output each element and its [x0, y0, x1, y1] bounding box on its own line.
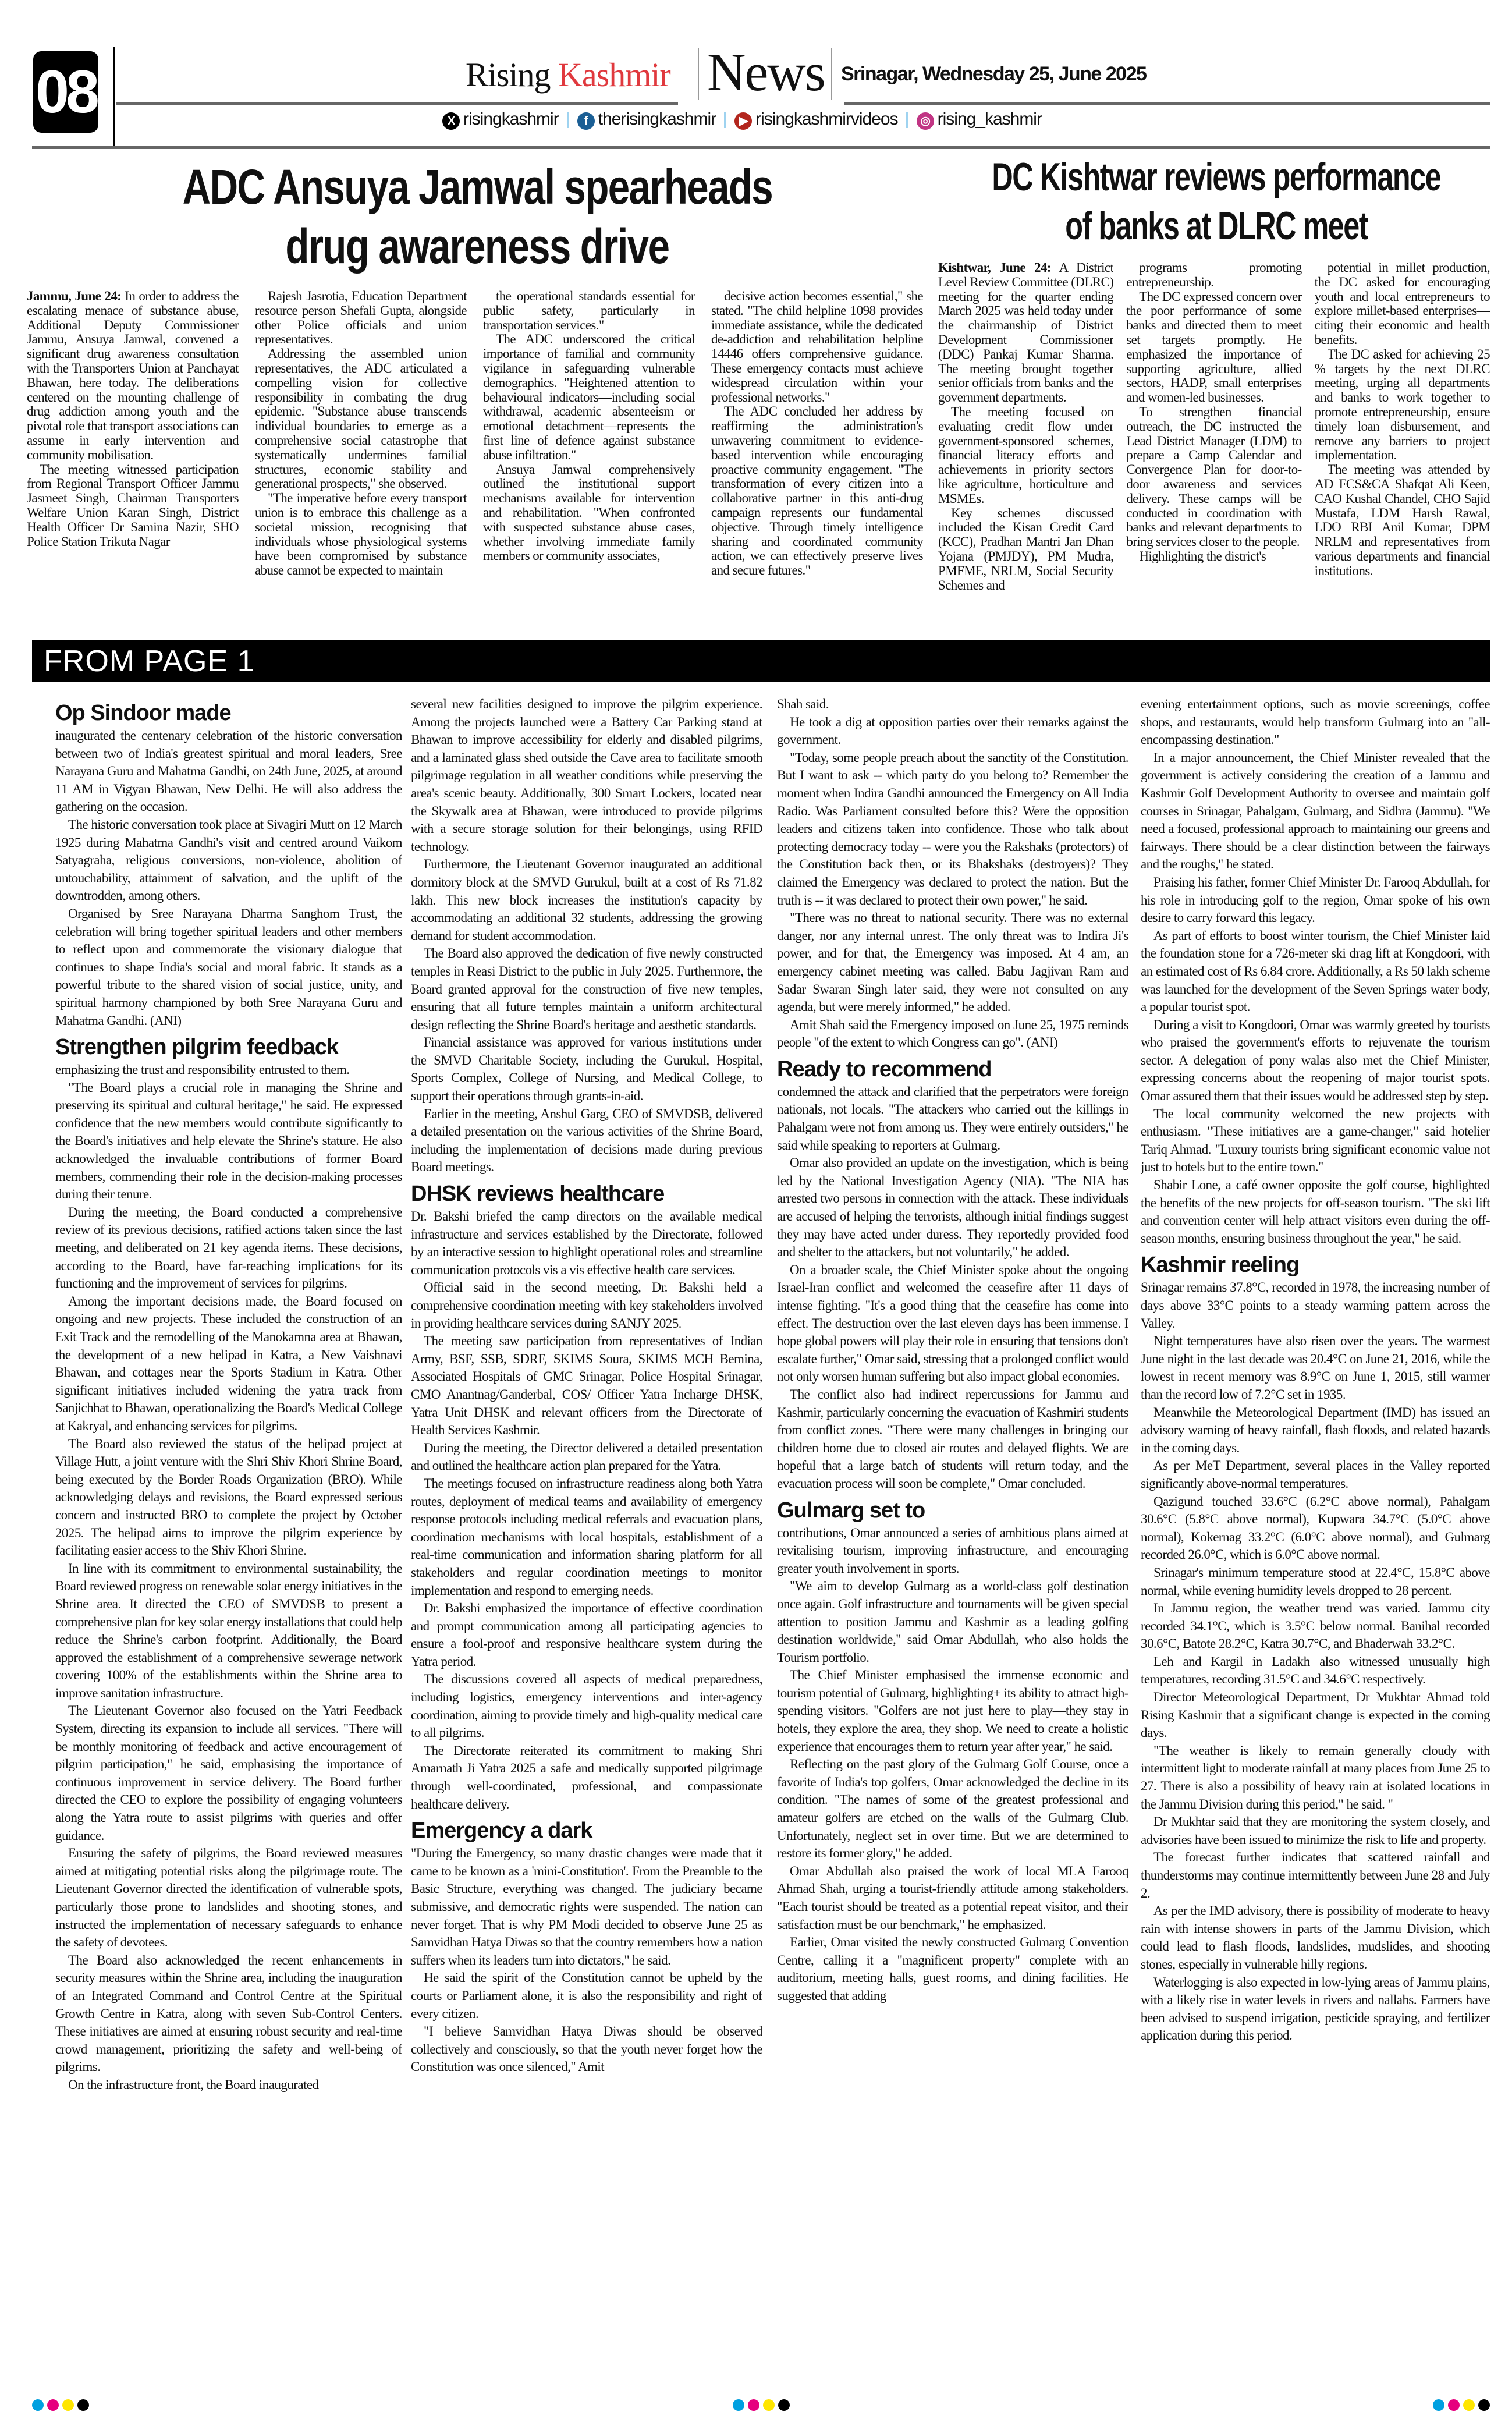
divider [698, 48, 699, 100]
issue-date: Srinagar, Wednesday 25, June 2025 [841, 63, 1147, 85]
paragraph: "I believe Samvidhan Hatya Diwas should be observed collectively and consciously, so that the youth never forget how the Constitution was once silenced," Amit [411, 2024, 762, 2075]
paragraph [1126, 261, 1301, 290]
paragraph: The Lieutenant Governor also focused on the Yatri Feedback System, directing its expansion to include all services. "There will be monthly monitoring of feedback and active encouragement of pilgrim participation," he said, emphasising the importance of continuous improvement in service delivery. The Board further directed the CEO to explore the possibility of engaging volunteers along the Yatra route to assist pilgrims with queries and offer guidance. [55, 1703, 402, 1843]
paragraph-text: The DC asked for achieving 25 % targets by the next DLRC meeting, urging all departments and banks to work together to promote entrepreneurship, ensure timely loan disbursement, and remove any barriers to project implementation. [1314, 346, 1490, 463]
paragraph-text: programs promoting entrepreneurship. [1126, 261, 1302, 289]
paragraph: Dr. Bakshi emphasized the importance of effective coordination and prompt communication among all participating agencies to ensure a fool-proof and responsive healthcare system during the Yatra period. [411, 1601, 762, 1669]
paragraph [483, 289, 695, 332]
paragraph [1126, 549, 1301, 564]
youtube-icon: ▶ [734, 112, 752, 130]
paragraph: Ensuring the safety of pilgrims, the Board reviewed measures aimed at mitigating potential risks along the pilgrimage route. The Lieutenant Governor directed the identification of vulnerable spots, particularly those prone to landslides and shooting stones, and instructed the implementation of necessary safeguards to enhance the safety of devotees. [55, 1846, 402, 1950]
paragraph [711, 405, 923, 578]
masthead-logo [466, 58, 670, 92]
paragraph: During a visit to Kongdoori, Omar was warmly greeted by tourists who praised the government's efforts to rejuvenate the tourism sector. A delegation of pony walas also met the Chief Minister, expressing concerns about the reopening of major tourist spots. Omar assured them that their issues would be addressed step by step. [1141, 1017, 1490, 1104]
paragraph: The Directorate reiterated its commitment to making Shri Amarnath Ji Yatra 2025 a safe and medically supported pilgrimage through well-coordinated, professional, and compassionate healthcare delivery. [411, 1743, 762, 1811]
paragraph [27, 463, 239, 549]
paragraph: As per MeT Department, several places in the Valley reported significantly above-normal temperatures. [1141, 1458, 1490, 1491]
paragraph: Reflecting on the past glory of the Gulmarg Golf Course, once a favorite of India's top golfers, Omar acknowledged the decline in its condition. "The names of some of the greatest professional and amateur golfers are etched on the walls of the Gulmarg Club. Unfortunately, neglect set in over time. But we are determined to restore its former glory," he added. [777, 1757, 1128, 1861]
paragraph: In a major announcement, the Chief Minister revealed that the government is actively considering the creation of a Jammu and Kashmir Golf Development Authority to oversee and maintain golf courses in Srinagar, Pahalgam, Gulmarg, and Sidhra (Jammu). "We need a focused, professional approach to maintaining our greens and fairways. There should be a clear distinction between the fairways and the roughs," he stated. [1141, 750, 1490, 872]
paragraph: Director Meteorological Department, Dr Mukhtar Ahmad told Rising Kashmir that a significant change is expected in the coming days. [1141, 1690, 1490, 1740]
paragraph: The Board also reviewed the status of the helipad project at Village Hutt, a joint venture with the Shri Shiv Khori Shrine Board, being executed by the Border Roads Organization (BRO). While acknowledging delays and revisions, the Board expressed serious concern and instructed BRO to complete the project by October 2025. The helipad aims to improve the pilgrim experience by facilitating easier access to the Shiv Khori Shrine. [55, 1436, 402, 1558]
header-rule [844, 102, 1490, 105]
paragraph-text: Highlighting the district's [1139, 548, 1266, 563]
paragraph: The historic conversation took place at Sivagiri Mutt on 12 March 1925 during Mahatma Gandhi's visit and centred around Vaikom Satyagraha, religious conversions, non-violence, abolition of untouchability, attainment of salvation, and the uplift of the downtrodden, among others. [55, 817, 402, 903]
paragraph: Qazigund touched 33.6°C (6.2°C above normal), Pahalgam 30.6°C (5.8°C above normal), Kupwara 34.7°C (5.0°C above normal), Kokernag 33.2°C (6.0°C above normal), and Gulmarg recorded 26.0°C, which is 6.0°C above normal. [1141, 1494, 1490, 1562]
paragraph-text: "The imperative before every transport union is to embrace this challenge as a societal mission, recognising that individuals whose physiological systems have been compromised by substance abuse cannot be expected to maintain [255, 491, 467, 578]
paragraph: The local community welcomed the new projects with enthusiasm. "These initiatives are a game-changer," said hotelier Tariq Ahmad. "Luxury tourists bring significant economic value not just to hotels but to the entire town." [1141, 1106, 1490, 1175]
paragraph: The Chief Minister emphasised the immense economic and tourism potential of Gulmarg, highlighting+ its ability to attract high-spending visitors. "Golfers are not just here to play—they stay in hotels, they explore the area, they shop. We need to create a holistic experience that encourages them to return year after year," he said. [777, 1668, 1128, 1754]
paragraph: emphasizing the trust and responsibility entrusted to them. [55, 1062, 350, 1077]
paragraph: contributions, Omar announced a series of ambitious plans aimed at revitalising tourism, improving infrastructure, and encouraging greater youth involvement in sports. [777, 1525, 1128, 1576]
paragraph: He took a dig at opposition parties over their remarks against the government. [777, 714, 1128, 747]
paragraph-text: Ansuya Jamwal comprehensively outlined the institutional support mechanisms available for intervention and rehabilitation. "When confronted with suspected substance abuse cases, whether involving immediate family members or community associates, [483, 462, 695, 563]
paragraph: As part of efforts to boost winter tourism, the Chief Minister laid the foundation stone for a 726-meter ski drag lift at Kongdoori, with an estimated cost of Rs 6.84 crore. Additionally, a Rs 50 lakh scheme was launched for the development of the Seven Springs water body, a popular tourist spot. [1141, 928, 1490, 1015]
story-heading[interactable]: Gulmarg set to [777, 1498, 925, 1523]
x-icon: X [442, 112, 460, 130]
story-heading[interactable]: Strengthen pilgrim feedback [55, 1035, 339, 1060]
paragraph: evening entertainment options, such as movie screenings, coffee shops, and restaurants, would help transform Gulmarg into an "all-encompassing destination." [1141, 697, 1490, 747]
header-rule [116, 102, 678, 105]
article-column [255, 289, 467, 621]
paragraph-text: The meeting was attended by AD FCS&CA Shafqat Ali Keen, CAO Kushal Chandel, CHO Sajid Mustafa, LDM Harsh Rawal, LDO RBI Anil Kumar, DPM NRLM and representatives from various departments and financial institutions. [1314, 462, 1490, 578]
article-column [1315, 261, 1490, 622]
separator [724, 112, 726, 128]
paragraph: Official said in the second meeting, Dr. Bakshi held a comprehensive coordination meeting with key stakeholders involved in providing healthcare services during SANJY 2025. [411, 1280, 762, 1331]
paragraph-text: Key schemes discussed included the Kisan Credit Card (KCC), Pradhan Mantri Jan Dhan Yojana (PMJDY), PM Mudra, PMFME, NRLM, Social Security Schemes and [938, 505, 1114, 593]
paragraph: The Board also approved the dedication of five newly constructed temples in Reasi District to the public in July 2025. Furthermore, the Board granted approval for the construction of five new temples, ensuring that all future temples maintain a uniform architectural design reflecting the Shrine Board's heritage and aesthetic standards. [411, 946, 762, 1032]
paragraph: In Jammu region, the weather trend was varied. Jammu city recorded 34.1°C, which is 3.5°C below normal. Banihal recorded 30.6°C, Batote 28.2°C, Katra 30.7°C, and Bhaderwah 33.2°C. [1141, 1601, 1490, 1651]
social-link-therisingkashmir[interactable] [577, 109, 716, 130]
social-handle: therisingkashmir [598, 109, 716, 129]
paragraph: Among the important decisions made, the Board focused on ongoing and new projects. These included the construction of an Exit Track and the remodelling of the Manokamna area at Bhawan, the development of a new helipad in Katra, a New Vaishnavi Bhawan, and cottages near the Sports Stadium in Katra. Other significant initiatives included widening the yatra track from Sanjichhat to Bhawan, operationalizing the Board's Medical College at Kakryal, and enhancing services for pilgrims. [55, 1293, 402, 1433]
paragraph-text: The meeting focused on evaluating credit flow under government-sponsored schemes, financial literacy efforts and achievements in priority sectors like agriculture, horticulture and MSMEs. [938, 404, 1114, 506]
dateline: Kishtwar, June 24: [938, 261, 1051, 275]
masthead-rising: Rising [466, 56, 551, 94]
paragraph [1126, 405, 1301, 549]
paragraph: "There was no threat to national security. There was no external danger, nor any internal unrest. The only threat was to Indira Ji's power, and for that, the Emergency was imposed. At 4 am, an emergency cabinet meeting was called. Babu Jagjivan Ram and Sadar Swaran Singh later said, they were not consulted on any agenda, but were merely informed," he added. [777, 910, 1128, 1015]
paragraph: Earlier in the meeting, Anshul Garg, CEO of SMVDSB, delivered a detailed presentation on the various activities of the Shrine Board, including the implementation of decisions made during previous Board meetings. [411, 1106, 762, 1175]
color-marks-right [1433, 2399, 1490, 2413]
paragraph: During the meeting, the Board conducted a comprehensive review of its previous decisions, ratified actions taken since the last meeting, and deliberated on 21 key agenda items. These decisions, according to the Board, have far-reaching implications for its functioning and the improvement of services for pilgrims. [55, 1204, 402, 1291]
paragraph: In line with its commitment to environmental sustainability, the Board reviewed progress on renewable solar energy initiatives in the Shrine area. It directed the CEO of SMVDSB to present a comprehensive plan for key solar energy installations that could help reduce the Shrine's carbon footprint. Additionally, the Board approved the establishment of a comprehensive sewerage network covering 100% of the establishments within the Shrine area to improve sanitation infrastructure. [55, 1561, 402, 1700]
registration-marks [32, 2399, 1490, 2413]
paragraph: Amit Shah said the Emergency imposed on June 25, 1975 reminds people "of the extent to which Congress can go". (ANI) [777, 1017, 1128, 1050]
article-adc-body [27, 289, 923, 621]
paragraph: condemned the attack and clarified that the perpetrators were foreign nationals, not locals. "The attackers who carried out the killings in Pahalgam were not from among us. They were entirely outsiders," he said while speaking to reporters at Gulmarg. [777, 1084, 1128, 1153]
paragraph [938, 261, 1113, 405]
headline-dc-kishtwar-banks[interactable] [931, 153, 1502, 255]
headline-line: drug awareness drive [285, 219, 669, 274]
paragraph [1126, 290, 1301, 405]
paragraph [1315, 347, 1490, 463]
paragraph-text: Addressing the assembled union representatives, the ADC articulated a compelling vision for collective responsibility in combating the drug epidemic. "Substance abuse transcends individual boundaries to emerge as a comprehensive social catastrophe that systematically undermines familial structures, economic stability and generational prospects," she observed. [255, 346, 467, 491]
paragraph-text: To strengthen financial outreach, the DC instructed the Lead District Manager (LDM) to prepare a Camp Calendar and Convergence Plan for door-to-door awareness and services delivery. These camps will be conducted in coordination with banks and relevant departments to bring services closer to the people. [1126, 404, 1302, 549]
article-column [483, 289, 695, 621]
dateline: Jammu, June 24: [27, 289, 122, 303]
article-dc-kishtwar-body [938, 261, 1490, 622]
paragraph-text: potential in millet production, the DC asked for encouraging youth and local entrepreneurs to explore millet-based enterprises—citing their economic and health benefits. [1314, 261, 1490, 347]
paragraph-text: The DC expressed concern over the poor performance of some banks and directed them to meet set targets promptly. He emphasized the importance of supporting agriculture, allied sectors, HADP, small enterprises and women-led businesses. [1126, 289, 1302, 405]
color-marks-center [733, 2399, 790, 2413]
social-link-rising_kashmir[interactable] [917, 109, 1042, 130]
article-column [27, 289, 239, 621]
paragraph: Night temperatures have also risen over the years. The warmest June night in the last decade was 20.4°C on June 21, 2016, while the lowest in recent memory was 8.9°C on June 1, 2015, still warmer than the record low of 7.2°C set in 1935. [1141, 1334, 1490, 1402]
paragraph: Omar Abdullah also praised the work of local MLA Farooq Ahmad Shah, urging a tourist-friendly attitude among stakeholders. "Each tourist should be treated as a potential repeat visitor, and their satisfaction must be our benchmark," he emphasized. [777, 1863, 1128, 1932]
story-heading[interactable]: Emergency a dark [411, 1818, 592, 1843]
article-column [1126, 261, 1301, 622]
story-heading[interactable]: Kashmir reeling [1141, 1253, 1300, 1278]
paragraph [711, 289, 923, 405]
paragraph: During the meeting, the Director delivered a detailed presentation and outlined the healthcare action plan prepared for the Yatra. [411, 1440, 762, 1473]
paragraph: The meetings focused on infrastructure readiness along both Yatra routes, deployment of medical teams and availability of emergency response protocols including medical referrals and evacuation plans, coordination mechanisms with local hospitals, establishment of a real-time communication and information sharing platform for all stakeholders and regular coordination meetings to monitor implementation and respond to emerging needs. [411, 1476, 762, 1598]
paragraph: The Board also acknowledged the recent enhancements in security measures within the Shrine area, including the inauguration of an Integrated Command and Control Centre at the Spiritual Growth Centre in Katra, along with seven Sub-Control Centers. These initiatives are aimed at ensuring robust security and real-time crowd management, prioritizing the safety and well-being of pilgrims. [55, 1952, 402, 2075]
paragraph-text: The ADC concluded her address by reaffirming the administration's unwavering commitment to evidence-based intervention while encouraging proactive community engagement. "The transformation of every citizen into a collaborative partner in this anti-drug campaign represents our fundamental objective. Through timely intelligence sharing and coordinated community action, we can effectively preserve lives and secure futures." [711, 404, 923, 578]
news-column [55, 696, 402, 2378]
paragraph: On a broader scale, the Chief Minister spoke about the ongoing Israel-Iran conflict and welcomed the ceasefire after 11 days of intense fighting. "It's a good thing that the ceasefire has come into effect. The destruction over the last eleven days has been immense. I hope global powers will play their role in ensuring that tensions don't escalate further," Omar said, stressing that a prolonged conflict would not only worsen human suffering but also impact global economies. [777, 1262, 1128, 1384]
paragraph [255, 491, 467, 578]
paragraph: "The weather is likely to remain generally cloudy with intermittent light to moderate rainfall at many places from June 25 to 27. There is also a possibility of heavy rain at isolated locations in the Jammu Division during this period," he said. " [1141, 1743, 1490, 1811]
paragraph: Omar also provided an update on the investigation, which is being led by the National Investigation Agency (NIA). "The NIA has arrested two persons in connection with the attack. These individuals are accused of helping the terrorists, although initial findings suggest they may have acted under duress. They reportedly provided food and shelter to the attackers, but not voluntarily," he added. [777, 1155, 1128, 1260]
news-column [777, 696, 1128, 2378]
from-page-1-banner: FROM PAGE 1 [32, 640, 1490, 682]
paragraph: Furthermore, the Lieutenant Governor inaugurated an additional dormitory block at the SMVD Gurukul, built at a cost of Rs 71.82 lakh. This new block increases the institution's capacity by accommodating an additional 32 students, addressing the growing demand for student accommodation. [411, 857, 762, 943]
paragraph: "Today, some people preach about the sanctity of the Constitution. But I want to ask -- which party do you belong to? Remember the moment when Indira Gandhi announced the Emergency on All India Radio. Was Parliament consulted before this? Were the opposition leaders and citizens taken into confidence. Those who talk about protecting democracy today -- were you the Rakshaks (protectors) of the Constitution back then, or its Bhakshaks (destroyers)? They claimed the Emergency was declared to protect the nation. But the truth is -- it was declared to protect their own power," he said. [777, 750, 1128, 907]
instagram-icon: ◎ [917, 112, 934, 130]
paragraph [938, 506, 1113, 593]
paragraph: Shah said. [777, 697, 829, 711]
paragraph [1315, 463, 1490, 578]
story-heading[interactable]: Ready to recommend [777, 1056, 992, 1081]
paragraph: He said the spirit of the Constitution cannot be upheld by the courts or Parliament alone, it is also the responsibility and right of every citizen. [411, 1970, 762, 2021]
paragraph: inaugurated the centenary celebration of the historic conversation between two of India's greatest spiritual and moral leaders, Sree Narayana Guru and Mahatma Gandhi, on 24th June, 2025, at around 11 AM in Vigyan Bhawan, New Delhi. He will also address the gathering on the occasion. [55, 728, 402, 814]
page-number: 08 [33, 51, 98, 133]
paragraph: The discussions covered all aspects of medical preparedness, including logistics, emergency interventions and inter-agency coordination, aiming to provide timely and high-quality medical care to all pilgrims. [411, 1672, 762, 1740]
paragraph [255, 347, 467, 491]
social-link-risingkashmirvideos[interactable] [734, 109, 897, 130]
article-column [938, 261, 1113, 622]
paragraph-text: A District Level Review Committee (DLRC) meeting for the quarter ending March 2025 was held today under the chairmanship of District Development Commissioner (DDC) Pankaj Kumar Sharma. The meeting brought together senior officials from banks and the government departments. [938, 261, 1114, 405]
section-title: News [707, 42, 825, 102]
paragraph-text: The meeting witnessed participation from Regional Transport Officer Jammu Jasmeet Singh, Chairman Transporters Welfare Union Karan Singh, District Health Officer Dr Samina Nazir, SHO Police Station Trikuta Nagar [27, 462, 239, 549]
news-column [411, 696, 762, 2378]
story-heading[interactable]: DHSK reviews healthcare [411, 1182, 665, 1207]
separator [567, 112, 569, 128]
paragraph-text: decisive action becomes essential," she stated. "The child helpline 1098 provides immediate assistance, while the dedicated de-addiction and rehabilitation helpline 14446 offers comprehensive guidance. These emergency contacts must achieve widespread circulation within your professional networks." [711, 289, 923, 405]
paragraph: The meeting saw participation from representatives of Indian Army, BSF, SSB, SDRF, SKIMS Soura, SKIMS MCH Bemina, Associated Hospitals of GMC Srinagar, Police Hospital Srinagar, CMO Anantnag/Ganderbal, COS/ Officer Yatra Incharge DHSK, Yatra Unit DHSK and relevant officers from the Directorate of Health Services Kashmir. [411, 1334, 762, 1438]
paragraph: As per the IMD advisory, there is possibility of moderate to heavy rain with intense showers in parts of the Jammu Division, which could lead to flash floods, landslides, mudslides, and shooting stones, especially in vulnerable hilly regions. [1141, 1903, 1490, 1971]
header-bottom-rule [32, 146, 1490, 149]
paragraph: The forecast further indicates that scattered rainfall and thunderstorms may continue intermittently between June 28 and July 2. [1141, 1850, 1490, 1900]
headline-line: ADC Ansuya Jamwal spearheads [182, 159, 772, 214]
paragraph: Dr. Bakshi briefed the camp directors on the available medical infrastructure and services established by the Directorate, followed by an interactive session to highlight operational roles and streamline communication protocols vis a vis effective health care services. [411, 1209, 762, 1277]
masthead-kashmir: Kashmir [558, 56, 670, 94]
paragraph: Srinagar's minimum temperature stood at 22.4°C, 15.8°C above normal, while evening humidity levels dropped to 28 percent. [1141, 1565, 1490, 1598]
separator [906, 112, 908, 128]
social-link-risingkashmir[interactable] [442, 109, 559, 130]
paragraph: On the infrastructure front, the Board inaugurated [68, 2077, 319, 2092]
paragraph: "We aim to develop Gulmarg as a world-class golf destination once again. Golf infrastructure and tournaments will be given special attention to position Jammu and Kashmir as a leading golfing destination worldwide," said Omar Abdullah, who also holds the Tourism portfolio. [777, 1579, 1128, 1665]
paragraph [27, 289, 239, 463]
paragraph: Earlier, Omar visited the newly constructed Gulmarg Convention Centre, calling it a "magnificent property" complete with an auditorium, meeting halls, guest rooms, and dining facilities. He suggested that adding [777, 1935, 1128, 2003]
paragraph [483, 332, 695, 462]
news-column [1141, 696, 1490, 2378]
paragraph: "The Board plays a crucial role in managing the Shrine and preserving its spiritual and cultural heritage," he said. He expressed confidence that the new members would contribute significantly to the Board's initiatives and help elevate the Shrine's stature. He also acknowledged the invaluable contributions of former Board members, commending their role in the decision-making processes during their tenure. [55, 1080, 402, 1202]
paragraph: Srinagar remains 37.8°C, recorded in 1978, the increasing number of days above 33°C points to a steady warming pattern across the Valley. [1141, 1280, 1490, 1331]
social-handle: rising_kashmir [937, 109, 1042, 129]
headline-line: of banks at DLRC meet [1065, 204, 1368, 248]
paragraph: Praising his father, former Chief Minister Dr. Farooq Abdullah, for his role in introducing golf to the region, Omar spoke of his own desire to carry forward this legacy. [1141, 874, 1490, 925]
social-links [442, 109, 1042, 130]
headline-line: DC Kishtwar reviews performance [992, 155, 1441, 199]
social-handle: risingkashmir [463, 109, 559, 129]
article-column [711, 289, 923, 621]
paragraph [255, 289, 467, 347]
divider [113, 47, 115, 148]
paragraph: Organised by Sree Narayana Dharma Sanghom Trust, the celebration will bring together spiritual leaders and other members to reflect upon and commemorate the visionary dialogue that continues to shape India's social and moral fabric. It stands as a powerful tribute to the shared vision of social justice, unity, and spiritual harmony championed by both Sree Narayana Guru and Mahatma Gandhi. (ANI) [55, 906, 402, 1028]
paragraph [938, 405, 1113, 506]
paragraph [1315, 261, 1490, 347]
divider [831, 48, 832, 100]
headline-adc-drug-awareness[interactable] [23, 157, 931, 279]
paragraph: several new facilities designed to improve the pilgrim experience. Among the projects launched were a Battery Car Parking stand at Bhawan to improve accessibility for elderly and disabled pilgrims, and a laminated glass shed outside the Cave area to facilitate smooth pilgrimage regulation in all weather conditions while preserving the area's scenic beauty. Additionally, 300 Smart Lockers, located near the Skywalk area at Bhawan, were introduced to provide pilgrims with a secure storage solution for their belongings, using RFID technology. [411, 697, 762, 854]
paragraph: Dr Mukhtar said that they are monitoring the system closely, and advisories have been issued to minimize the risk to life and property. [1141, 1814, 1490, 1847]
paragraph-text: the operational standards essential for public safety, particularly in transportation services." [483, 289, 695, 332]
social-handle: risingkashmirvideos [755, 109, 898, 129]
paragraph-text: In order to address the escalating menace of substance abuse, Additional Deputy Commissioner Jammu, Ansuya Jamwal, convened a significant drug awareness consultation with the Transporters Union at Panchayat Bhawan, here today. The deliberations centered on the mounting challenge of drug addiction among youth and the pivotal role that transport associations can assume in early intervention and community mobilisation. [27, 289, 239, 462]
facebook-icon: f [577, 112, 595, 130]
paragraph-text: The ADC underscored the critical importance of familial and community vigilance in safeguarding vulnerable demographics. "Heightened attention to behavioural indicators—including social withdrawal, academic absenteeism or emotional detachment—represents the first line of defence against substance abuse infiltration." [483, 332, 695, 462]
paragraph: Waterlogging is also expected in low-lying areas of Jammu plains, with a likely rise in water levels in rivers and nallahs. Farmers have been advised to suspend irrigation, pesticide spraying, and fertilizer application during this period. [1141, 1974, 1490, 2043]
paragraph: Shabir Lone, a café owner opposite the golf course, highlighted the benefits of the new projects for off-season tourism. "The ski lift and convention center will help attract visitors even during the off-season months, ensuring business throughout the year," he said. [1141, 1178, 1490, 1246]
paragraph: Meanwhile the Meteorological Department (IMD) has issued an advisory warning of heavy rainfall, flash floods, and related hazards in the coming days. [1141, 1405, 1490, 1455]
color-marks-left [32, 2399, 89, 2413]
paragraph: "During the Emergency, so many drastic changes were made that it came to be known as a 'mini-Constitution'. From the Preamble to the Basic Structure, everything was changed. The judiciary became submissive, and democratic rights were suspended. The nation can never forget. That is why PM Modi decided to observe June 25 as Samvidhan Hatya Diwas so that the country remembers how a nation suffers when its leaders turn into dictators," he said. [411, 1846, 762, 1967]
paragraph: The conflict also had indirect repercussions for Jammu and Kashmir, particularly concerning the evacuation of Kashmiri students from conflict zones. "There were many challenges in bringing our children home due to closed air routes and delayed flights. We are hopeful that a large batch of students will return today, and the evacuation process will soon be complete," Omar concluded. [777, 1387, 1128, 1491]
paragraph: Leh and Kargil in Ladakh also witnessed unusually high temperatures, recording 31.5°C and 34.6°C respectively. [1141, 1654, 1490, 1687]
paragraph-text: Rajesh Jasrotia, Education Department resource person Shefali Gupta, alongside other Police officials and union representatives. [255, 289, 467, 347]
paragraph: Financial assistance was approved for various institutions under the SMVD Charitable Society, including the Gurukul, Hospital, Sports Complex, College of Nursing, and Medical College, to support their operations through grants-in-aid. [411, 1035, 762, 1104]
paragraph [483, 463, 695, 564]
story-heading[interactable]: Op Sindoor made [55, 701, 231, 725]
